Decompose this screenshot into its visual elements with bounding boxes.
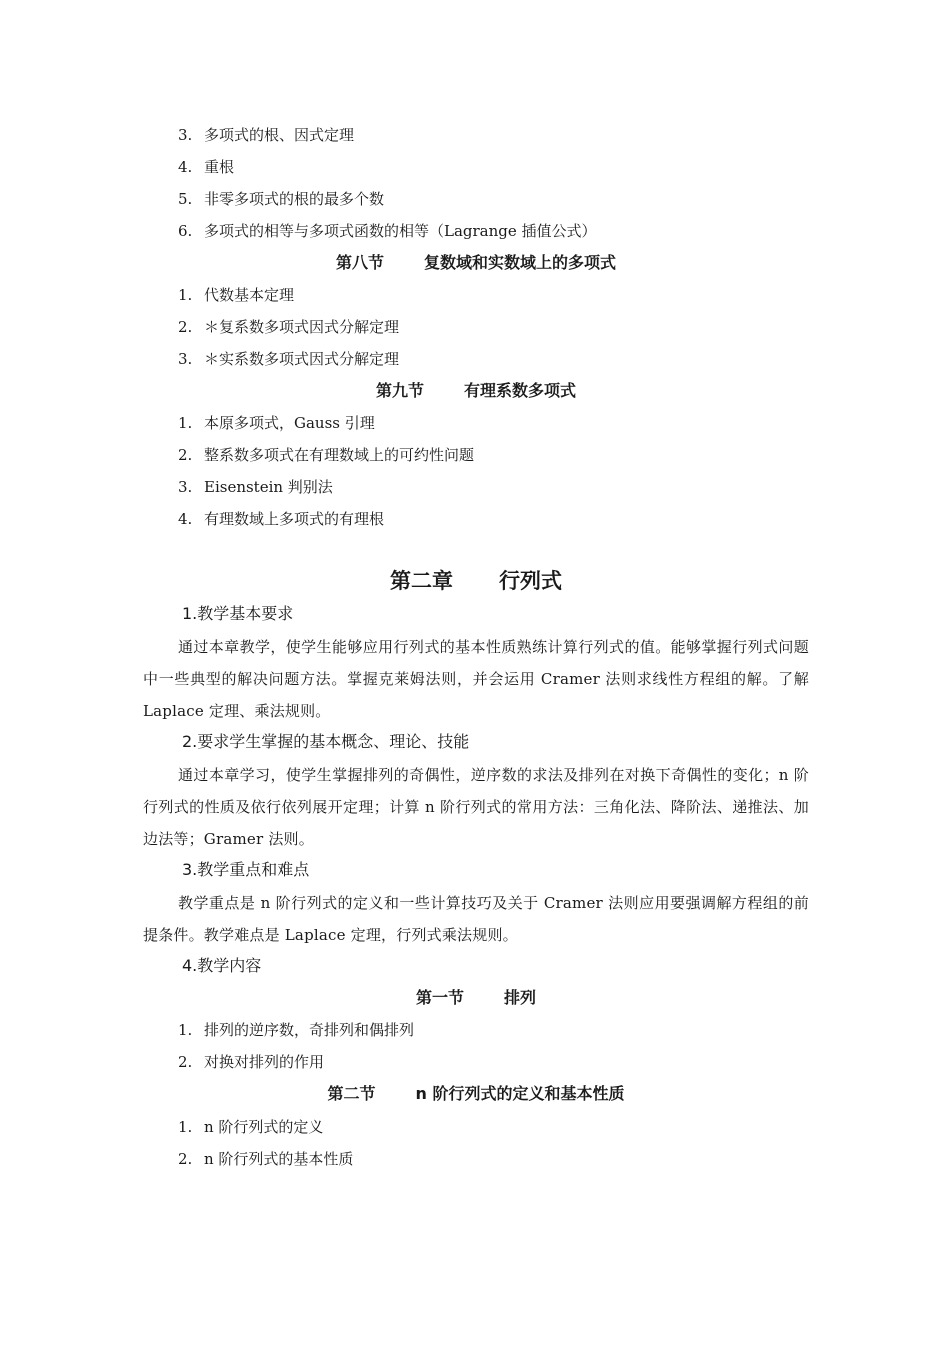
- section-heading-2: 第二节 n 阶行列式的定义和基本性质: [327, 1084, 625, 1103]
- subheading-requirements: 1.教学基本要求: [182, 604, 294, 623]
- subheading-concepts: 2.要求学生掌握的基本概念、理论、技能: [182, 732, 470, 751]
- list-item: 3. 多项式的根、因式定理: [178, 126, 355, 144]
- subheading-content: 4.教学内容: [182, 956, 262, 975]
- list-item: 6. 多项式的相等与多项式函数的相等（Lagrange 插值公式）: [178, 222, 597, 240]
- list-item: 4. 有理数域上多项式的有理根: [178, 510, 385, 528]
- list-item: 1. n 阶行列式的定义: [178, 1118, 324, 1136]
- paragraph-requirements: 通过本章教学，使学生能够应用行列式的基本性质熟练计算行列式的值。能够掌握行列式问题中一些典型的解决问题方法。掌握克莱姆法则，并会运用 Cramer 法则求线性方程组的解。了解 Laplace 定理、乘法规则。: [143, 638, 809, 720]
- list-item: 3. ＊实系数多项式因式分解定理: [178, 350, 400, 368]
- list-item: 3. Eisenstein 判别法: [178, 478, 333, 496]
- paragraph-key-points: 教学重点是 n 阶行列式的定义和一些计算技巧及关于 Cramer 法则应用要强调解方程组的前提条件。教学难点是 Laplace 定理，行列式乘法规则。: [143, 894, 809, 944]
- list-item: 2. ＊复系数多项式因式分解定理: [178, 318, 400, 336]
- section-heading-1: 第一节 排列: [415, 988, 537, 1007]
- section-heading-8: 第八节 复数域和实数域上的多项式: [335, 253, 617, 272]
- list-item: 2. n 阶行列式的基本性质: [178, 1150, 354, 1168]
- list-item: 1. 本原多项式，Gauss 引理: [178, 414, 375, 432]
- list-item: 4. 重根: [178, 158, 235, 176]
- list-item: 2. 整系数多项式在有理数域上的可约性问题: [178, 446, 475, 464]
- chapter-title: 第二章 行列式: [390, 569, 562, 593]
- section-heading-9: 第九节 有理系数多项式: [375, 381, 577, 400]
- list-item: 2. 对换对排列的作用: [178, 1053, 325, 1071]
- list-item: 1. 排列的逆序数，奇排列和偶排列: [178, 1021, 415, 1039]
- subheading-key-points: 3.教学重点和难点: [182, 860, 310, 879]
- list-item: 5. 非零多项式的根的最多个数: [178, 190, 385, 208]
- list-item: 1. 代数基本定理: [178, 286, 295, 304]
- paragraph-concepts: 通过本章学习，使学生掌握排列的奇偶性，逆序数的求法及排列在对换下奇偶性的变化；n 阶行列式的性质及依行依列展开定理；计算 n 阶行列式的常用方法：三角化法、降阶法、递推法、加边法等；Gramer 法则。: [143, 766, 809, 848]
